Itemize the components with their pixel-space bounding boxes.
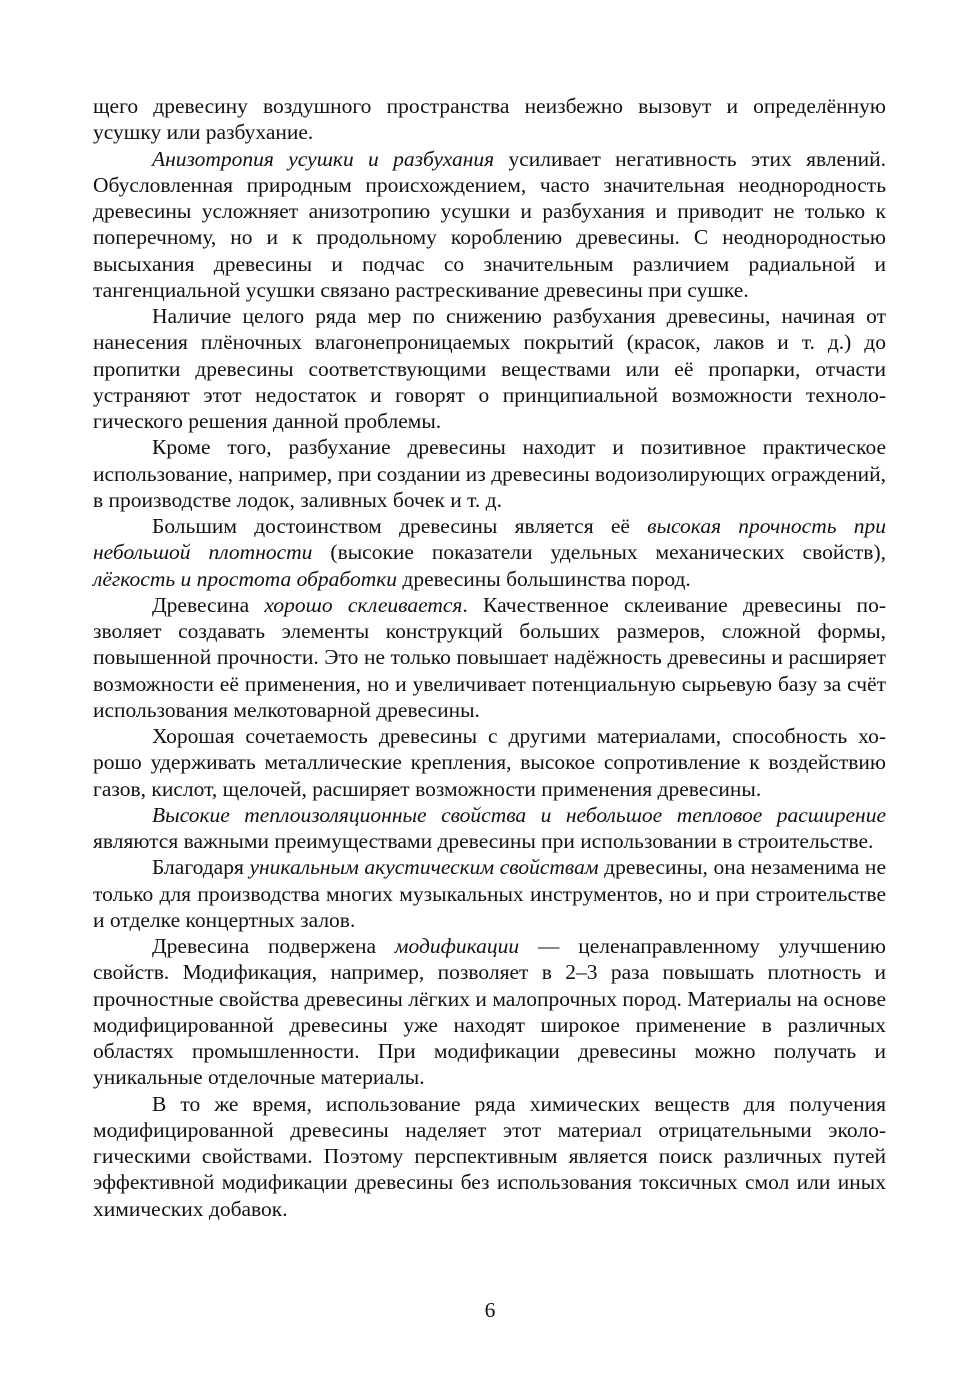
paragraph-8: [93, 802, 886, 855]
italic-phrase: модификации: [394, 934, 520, 958]
body-text: [93, 93, 886, 1222]
italic-phrase: Анизотропия усушки и разбухания: [152, 146, 495, 171]
text-run: Древесина: [152, 592, 265, 617]
italic-phrase: Высокие теплоизоляционные свойства и небольшое тепловое расширение: [152, 802, 886, 827]
text-run: щего древесину воздушного пространства неизбежно вызовут и определённую усушку или разбухание.: [93, 94, 886, 145]
italic-phrase: хорошо склеивается: [264, 592, 463, 617]
paragraph-1: [93, 93, 886, 146]
text-run: Наличие целого ряда мер по снижению разбухания древесины, начиная от нанесения плёночных влагонепроницаемых покрытий (красок, лаков и т. д.) до пропитки древесины соответствующими веществами или её пропарки, отчасти устраняют этот недостаток и говорят о принципиальной возможности технологического решения данной проблемы.: [93, 304, 886, 433]
text-run: Благодаря: [152, 855, 250, 880]
paragraph-9: [93, 854, 886, 933]
paragraph-7: [93, 723, 886, 802]
text-run: Кроме того, разбухание древесины находит и позитивное практическое использование, например, при создании из древесины водоизолирующих ограждений, в производстве лодок, заливных бочек и т. д.: [93, 435, 886, 512]
text-run: — целенаправленному улучшению свойств. Модификация, например, позволяет в 2–3 раза повышать плотность и прочностные свойства древесины лёгких и малопрочных пород. Материалы на основе модифицированной древесины уже находят широкое применение в различных областях промышленности. При модификации древесины можно получать и уникальные отделочные материалы.: [93, 934, 886, 1090]
italic-phrase: лёгкость и простота обработки: [93, 566, 398, 591]
paragraph-2: [93, 146, 886, 304]
paragraph-11: [93, 1091, 886, 1222]
text-run: усиливает негативность этих явлений. Обусловленная природным происхождением, часто значительная неоднородность древесины усложняет анизотропию усушки и разбухания и приводит не только к поперечному, но и к продольному короблению древесины. С неоднородностью высыхания древесины и подчас со значительным различием радиальной и тангенциальной усушки связано растрескивание древесины при сушке.: [93, 146, 886, 302]
text-run: Хорошая сочетаемость древесины с другими материалами, способность хорошо удерживать металлические крепления, высокое сопротивление к воздействию газов, кислот, щелочей, расширяет возможности применения древесины.: [93, 724, 886, 801]
text-run: . Качественное склеивание древесины позволяет создавать элементы конструкций больших размеров, сложной формы, повышенной прочности. Это не только повышает надёжность древесины и расширяет возможности её применения, но и увеличивает потенциальную сырьевую базу за счёт использования мелкотоварной древесины.: [93, 592, 886, 722]
text-run: Большим достоинством древесины является её: [152, 514, 648, 538]
text-run: Древесина подвержена: [152, 934, 395, 958]
page-number: 6: [484, 1298, 496, 1322]
italic-phrase: уникальным акустическим свойствам: [249, 855, 599, 880]
paragraph-3: [93, 303, 886, 434]
text-run: (высокие показатели удельных механических свойств),: [312, 540, 886, 565]
paragraph-4: [93, 434, 886, 513]
text-run: В то же время, использование ряда химических веществ для получения модифицированной древесины наделяет этот материал отрицательными экологическими свойствами. Поэтому перспективным является поиск различных путей эффективной модификации древесины без использования токсичных смол или иных химических добавок.: [93, 1091, 886, 1221]
paragraph-6: [93, 592, 886, 723]
paragraph-10: [93, 933, 886, 1091]
text-run: древесины большинства пород.: [397, 566, 691, 591]
text-run: древесины, она незаменима не только для производства многих музыкальных инструментов, но и при строительстве и отделке концертных залов.: [93, 855, 886, 932]
text-run: являются важными преимуществами древесины при использовании в строительстве.: [93, 829, 874, 853]
paragraph-5: [93, 513, 886, 592]
italic-phrase: высокая прочность при небольшой плотности: [93, 514, 886, 565]
